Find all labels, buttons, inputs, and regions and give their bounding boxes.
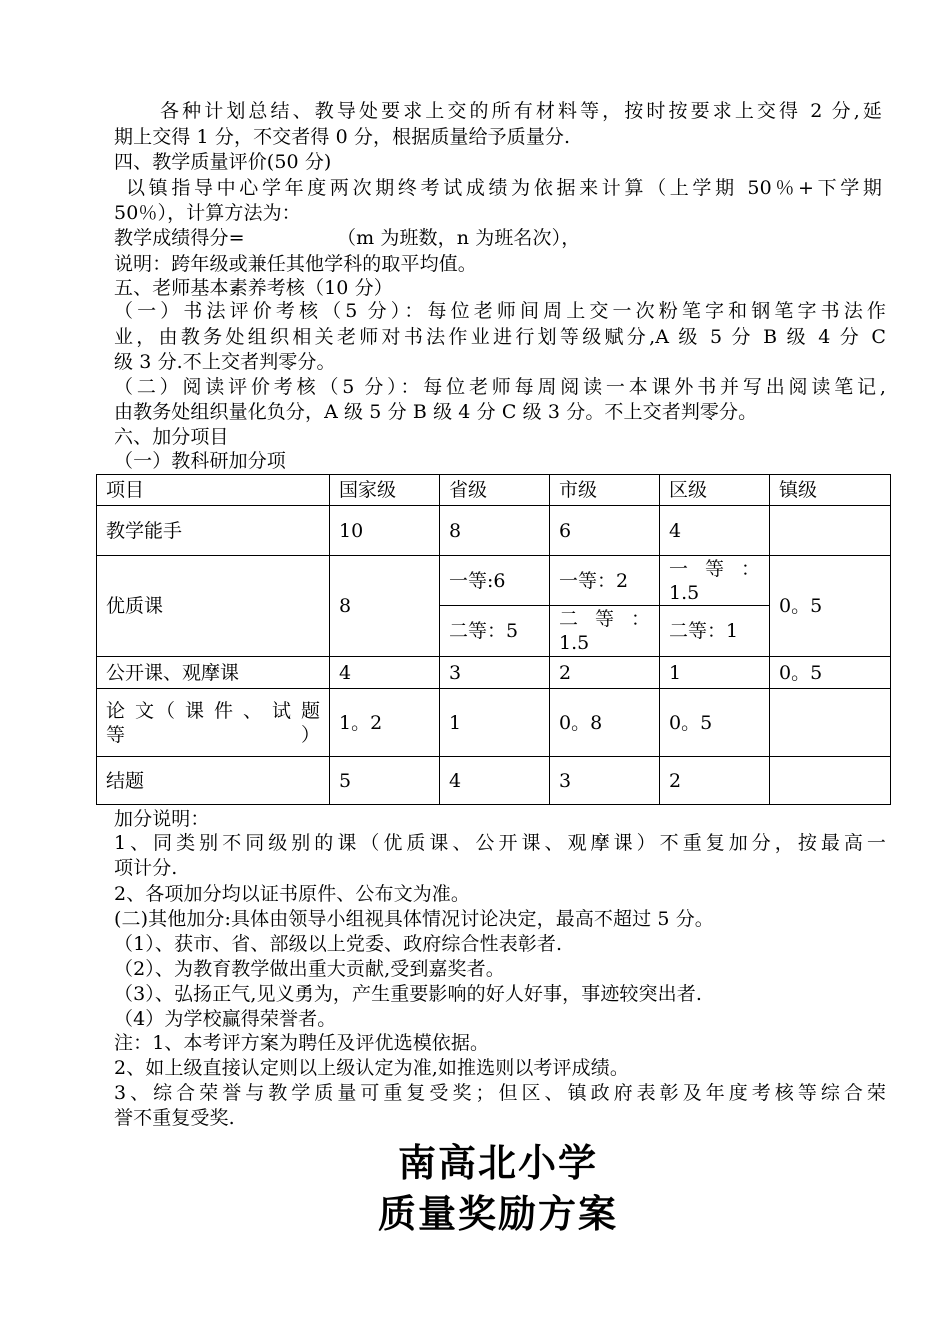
header-cell-district: 区级 [660,475,770,506]
section5-p2-line-1: （二）阅读评价考核（5 分）：每位老师每周阅读一本课外书并写出阅读笔记, [114,376,886,398]
remark-1: 注：1、本考评方案为聘任及评优选模依据。 [114,1032,490,1054]
table-cell: 2 [550,657,660,689]
header-cell-item: 项目 [97,475,330,506]
note-1-line-1: 1、同类别不同级别的课（优质课、公开课、观摩课）不重复加分，按最高一 [114,832,886,854]
header-cell-provincial: 省级 [440,475,550,506]
bonus-table [96,474,891,805]
table-cell: 公开课、观摩课 [97,657,330,689]
other-bonus: (二)其他加分:具体由领导小组视具体情况讨论决定，最高不超过 5 分。 [114,908,714,930]
title-plan-name: 质量奖励方案 [377,1192,618,1236]
section4-line-2: 50％），计算方法为： [114,202,301,224]
other-item-2: （2）、为教育教学做出重大贡献,受到嘉奖者。 [114,958,505,980]
section6-sub-heading: （一）教科研加分项 [114,450,286,472]
table-cell: 优质课 [97,556,330,657]
intro-line-1: 各种计划总结、教导处要求上交的所有材料等，按时按要求上交得 2 分,延 [160,100,882,122]
formula-label: 教学成绩得分= [114,227,245,249]
table-cell: 0。5 [770,657,891,689]
table-row [97,506,891,556]
table-cell: 4 [440,757,550,805]
table-cell: 0。5 [770,556,891,657]
table-cell: 一等：2 [550,556,660,606]
table-cell: 1。2 [330,689,440,757]
table-cell: 2 [660,757,770,805]
header-cell-city: 市级 [550,475,660,506]
other-item-1: （1）、获市、省、部级以上党委、政府综合性表彰者. [114,933,563,955]
intro-line-2: 期上交得 1 分，不交者得 0 分，根据质量给予质量分. [114,126,571,148]
table-cell [770,506,891,556]
remark-3-line-1: 3、综合荣誉与教学质量可重复受奖；但区、镇政府表彰及年度考核等综合荣 [114,1082,886,1104]
table-cell: 4 [330,657,440,689]
table-row [97,689,891,757]
table-cell: 0。8 [550,689,660,757]
table-cell: 二等：1 [660,606,770,657]
table-header-row [97,475,891,506]
table-cell: 结题 [97,757,330,805]
note-2: 2、各项加分均以证书原件、公布文为准。 [114,883,470,905]
title-school-name: 南高北小学 [397,1141,598,1185]
other-item-3: （3）、弘扬正气,见义勇为，产生重要影响的好人好事，事迹较突出者. [114,983,702,1005]
table-cell: 1 [660,657,770,689]
table-cell: 教学能手 [97,506,330,556]
table-cell [770,689,891,757]
table-cell: 3 [440,657,550,689]
section5-p1-line-1: （一）书法评价考核（5 分）：每位老师间周上交一次粉笔字和钢笔字书法作 [114,300,886,322]
table-cell: 6 [550,506,660,556]
section5-heading: 五、老师基本素养考核（10 分） [114,277,393,299]
table-cell: 8 [330,556,440,657]
table-cell: 10 [330,506,440,556]
table-cell: 5 [330,757,440,805]
table-cell: 3 [550,757,660,805]
table-cell: 论 文（ 课 件 、 试 题 等） [97,689,330,757]
section5-p2-line-2: 由教务处组织量化负分，A 级 5 分 B 级 4 分 C 级 3 分。不上交者判零分。 [114,401,758,423]
table-cell: 0。5 [660,689,770,757]
remark-2: 2、如上级直接认定则以上级认定为准,如推选则以考评成绩。 [114,1057,629,1079]
section4-heading: 四、教学质量评价(50 分) [114,151,332,173]
notes-heading: 加分说明： [114,808,210,830]
other-item-4: （4）为学校赢得荣誉者。 [114,1008,337,1030]
header-cell-town: 镇级 [770,475,891,506]
table-row [97,657,891,689]
note-1-line-2: 项计分. [114,857,178,879]
table-cell: 一等:6 [440,556,550,606]
section4-line-1: 以镇指导中心学年度两次期终考试成绩为依据来计算（上学期 50％+下学期 [126,177,882,199]
table-cell: 1 [440,689,550,757]
formula-note: （m 为班数，n 为班名次）， [337,227,581,249]
header-cell-national: 国家级 [330,475,440,506]
remark-3-line-2: 誉不重复受奖. [114,1107,235,1129]
table-row [97,757,891,805]
table-cell [770,757,891,805]
table-cell: 二 等 ： 1.5 [550,606,660,657]
section6-heading: 六、加分项目 [114,426,229,448]
table-row [97,556,891,606]
section4-note: 说明：跨年级或兼任其他学科的取平均值。 [114,253,477,275]
table-cell: 一 等 ： 1.5 [660,556,770,606]
section5-p1-line-3: 级 3 分.不上交者判零分。 [114,351,336,373]
table-cell: 4 [660,506,770,556]
table-cell: 8 [440,506,550,556]
section5-p1-line-2: 业，由教务处组织相关老师对书法作业进行划等级赋分,A 级 5 分 B 级 4 分 C [114,326,886,348]
table-cell: 二等：5 [440,606,550,657]
